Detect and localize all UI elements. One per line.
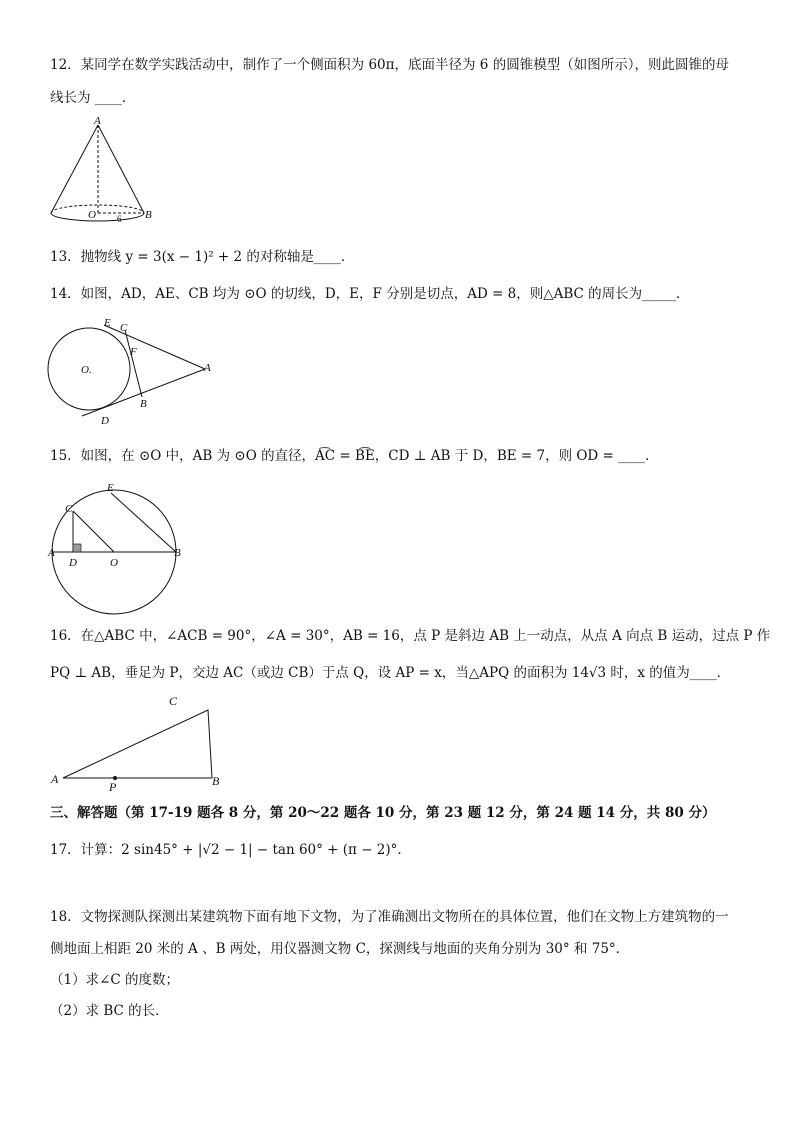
cone-label-a: A xyxy=(94,116,101,127)
diameter-label-b: B xyxy=(174,547,181,559)
section-heading: 三、解答题（第 17-19 题各 8 分，第 20～22 题各 10 分，第 23 题 12 分，第 24 题 14 分，共 80 分） xyxy=(50,805,716,821)
diameter-label-c: C xyxy=(65,503,73,515)
q14-text: 14．如图，AD，AE、CB 均为 ⊙O 的切线，D，E，F 分别是切点，AD = 8，则△ABC 的周长为_____． xyxy=(50,286,690,302)
triangle-label-b: B xyxy=(212,774,220,788)
tangent-label-d: D xyxy=(101,415,109,427)
q18-line2: 侧地面上相距 20 米的 A 、B 两处，用仪器测文物 C，探测线与地面的夹角分别为 30° 和 75°． xyxy=(50,941,630,957)
q18-sub1: （1）求∠C 的度数； xyxy=(50,972,180,988)
triangle-label-p: P xyxy=(109,780,117,794)
q18-sub2: （2）求 BC 的长． xyxy=(50,1003,169,1019)
q17-text: 17．计算：2 sin45° + |√2 − 1| − tan 60° + (π − 2)°． xyxy=(50,842,411,858)
triangle-figure xyxy=(44,690,234,795)
q18-line1: 18．文物探测队探测出某建筑物下面有地下文物，为了准确测出文物所在的具体位置，他们在文物上方建筑物的一 xyxy=(50,909,729,925)
q13-text: 13．抛物线 y = 3(x − 1)² + 2 的对称轴是____． xyxy=(50,249,355,265)
diameter-label-a: A xyxy=(48,547,55,559)
tangent-label-a: A xyxy=(204,362,211,374)
diameter-circle-figure xyxy=(44,480,194,615)
diameter-label-o: O xyxy=(110,557,118,569)
tangent-label-f: F xyxy=(130,346,137,358)
q16-line2: PQ ⊥ AB，垂足为 P，交边 AC（或边 CB）于点 Q，设 AP = x，当△APQ 的面积为 14√3 时，x 的值为____． xyxy=(50,665,731,681)
triangle-label-a: A xyxy=(51,772,59,786)
triangle-label-c: C xyxy=(169,694,178,708)
q16-line1: 16．在△ABC 中，∠ACB = 90°，∠A = 30°，AB = 16，点 P 是斜边 AB 上一动点，从点 A 向点 B 运动，过点 P 作 xyxy=(50,628,771,644)
diameter-label-d: D xyxy=(69,557,77,569)
tangent-circle-figure xyxy=(44,312,224,430)
cone-label-o: O xyxy=(88,209,96,221)
cone-label-6: 6 xyxy=(117,214,122,224)
q12-line2: 线长为 ____． xyxy=(50,90,136,106)
diameter-label-e: E xyxy=(107,482,114,494)
tangent-label-e: E xyxy=(104,317,111,329)
tangent-label-o: O. xyxy=(81,364,92,376)
tangent-label-c: C xyxy=(120,322,128,334)
q15-text: 15．如图，在 ⊙O 中，AB 为 ⊙O 的直径，A͡C = B͡E，CD ⊥ AB 于 D，BE = 7，则 OD = ____． xyxy=(50,448,659,464)
tangent-label-b: B xyxy=(140,398,147,410)
cone-label-b: B xyxy=(145,209,152,221)
cone-figure xyxy=(44,116,164,226)
q12-line1: 12．某同学在数学实践活动中，制作了一个侧面积为 60π，底面半径为 6 的圆锥模型（如图所示），则此圆锥的母 xyxy=(50,57,729,73)
